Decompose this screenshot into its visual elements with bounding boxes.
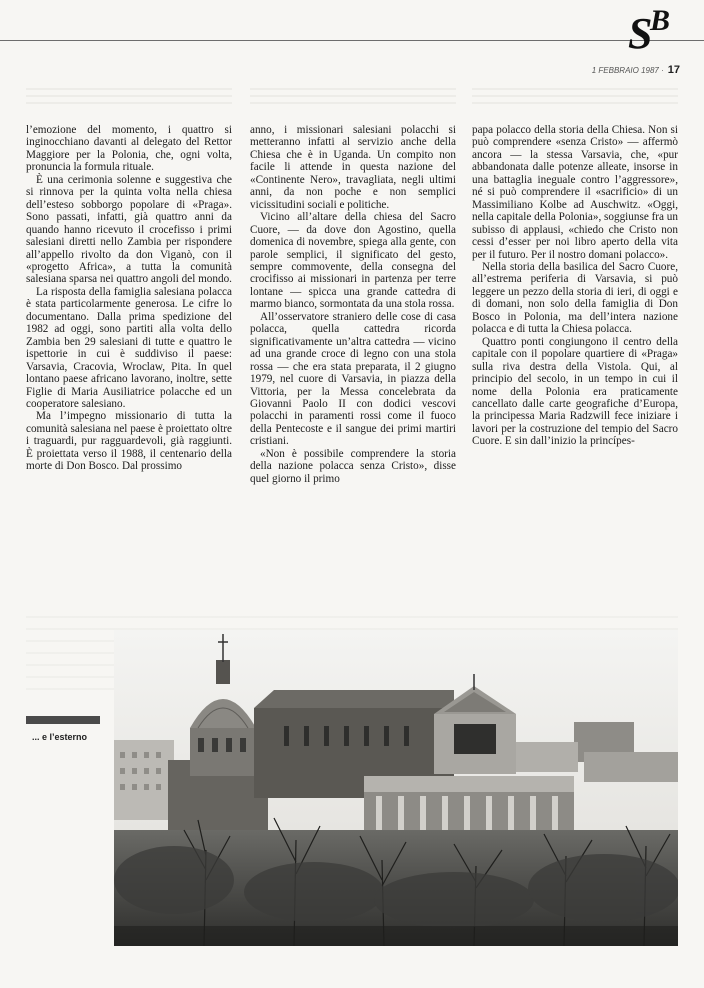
paragraph: Vicino all’altare della chiesa del Sacro Cuore, — da dove don Agostino, quella domenica di novembre, spiega alla gente, con parole semplici, il significato del gesto, sempre commovente, della consegna del crocifisso ai missionari in partenza per terre lontane — spicca una grande cattedra di marmo bianco, sormontata da una stola rossa. bbox=[250, 211, 456, 311]
paragraph: papa polacco della storia della Chiesa. Non si può comprendere «senza Cristo» — affermò ancora — la stessa Varsavia, che, «pur abbandonata dalle potenze alleate, insorse in una battaglia ineguale contro l’aggressore», né si può comprendere il «sacrificio» di un Massimiliano Kolbe ad Auschwitz. «Oggi, nella capitale della Polonia», soggiunse fra un subisso di applausi, «chiedo che Cristo non cessi d’esser per noi libro aperto della vita per il futuro. Per il nostro domani polacco». bbox=[472, 124, 678, 261]
show-through-text bbox=[26, 88, 232, 104]
section-marker-bar bbox=[26, 716, 100, 724]
paragraph: Quattro ponti congiungono il centro della capitale con il popolare quartiere di «Praga» sulla riva destra della Vistola. Qui, al principio del secolo, in un tempo in cui il nome della Polonia era praticamente cancellato dalle carte geografiche d’Europa, la principessa Maria Radzwill fece iniziare i lavori per la costruzione del tempio del Sacro Cuore. E sin dall’inizio la princípes- bbox=[472, 335, 678, 448]
text-column-2 bbox=[250, 124, 456, 485]
paragraph: «Non è possibile comprendere la storia della nazione polacca senza Cristo», disse quel giorno il primo bbox=[250, 447, 456, 485]
paragraph: l’emozione del momento, i quattro si inginocchiano davanti al delegato del Rettor Maggiore per la Polonia, che, ogni volta, pronuncia la formula rituale. bbox=[26, 124, 232, 174]
paragraph: All’osservatore straniero delle cose di casa polacca, quella cattedra ricorda significativamente un’altra cattedra — vicino ad una grande croce di legno con una stola rossa — che era stata preparata, il 2 giugno 1979, nel cuore di Varsavia, in piazza della Vittoria, per la Messa concelebrata da Giovanni Paolo II con dodici vescovi polacchi in paramenti rossi come il fuoco della Pentecoste e il sangue dei primi martiri cristiani. bbox=[250, 310, 456, 448]
paragraph: La risposta della famiglia salesiana polacca è stata particolarmente generosa. Le cifre lo documentano. Dalla prima spedizione del 1982 ad oggi, sono partiti alla volta dello Zambia ben 29 salesiani di tutte e quattro le ispettorie in cui è suddiviso il paese: Varsavia, Cracovia, Wroclaw, Pita. In quel lontano paese africano lavorano, inoltre, sette Figlie di Maria Ausiliatrice polacche ed un cooperatore salesiano. bbox=[26, 285, 232, 410]
section-label: ... e l’esterno bbox=[32, 732, 88, 742]
show-through-text bbox=[472, 88, 678, 104]
show-through-text bbox=[250, 88, 456, 104]
text-column-3 bbox=[472, 124, 678, 448]
paragraph: Ma l’impegno missionario di tutta la comunità salesiana nel paese è proiettato oltre i traguardi, pur ragguardevoli, già raggiunti. È proiettata verso il 1988, il centenario della morte di Don Bosco. Dal prossimo bbox=[26, 410, 232, 473]
text-column-1 bbox=[26, 124, 232, 473]
paragraph: È una cerimonia solenne e suggestiva che si rinnova per la quinta volta nella chiesa dell’esteso sobborgo popolare di «Praga». Sono passati, infatti, già quattro anni da quando hanno ricevuto il crocefisso i primi salesiani diretti nello Zambia per rispondere all’appello rivolto da don Viganò, con il «progetto Africa», a tutta la comunità salesiana sparsa nei quattro angoli del mondo. bbox=[26, 173, 232, 286]
paragraph: Nella storia della basilica del Sacro Cuore, all’estrema periferia di Varsavia, si può leggere un pezzo della storia di ieri, di oggi e di domani, non solo della famiglia di Don Bosco in Polonia, ma dell’intera nazione polacca e di tutta la Chiesa polacca. bbox=[472, 260, 678, 336]
issue-date: 1 FEBBRAIO 1987 · bbox=[591, 66, 664, 75]
basilica-photo bbox=[114, 630, 678, 946]
magazine-logo: S B bbox=[628, 4, 671, 58]
page-number: 17 bbox=[667, 64, 680, 76]
header-rule bbox=[0, 40, 704, 41]
paragraph: anno, i missionari salesiani polacchi si metteranno infatti al servizio anche della Chiesa che è in Uganda. Un compito non facile li attende in questa nazione del «Continente Nero», travagliata, negli ultimi anni, da non poche e non semplici vicissitudini sociali e politiche. bbox=[250, 124, 456, 211]
issue-date-line bbox=[592, 64, 680, 76]
